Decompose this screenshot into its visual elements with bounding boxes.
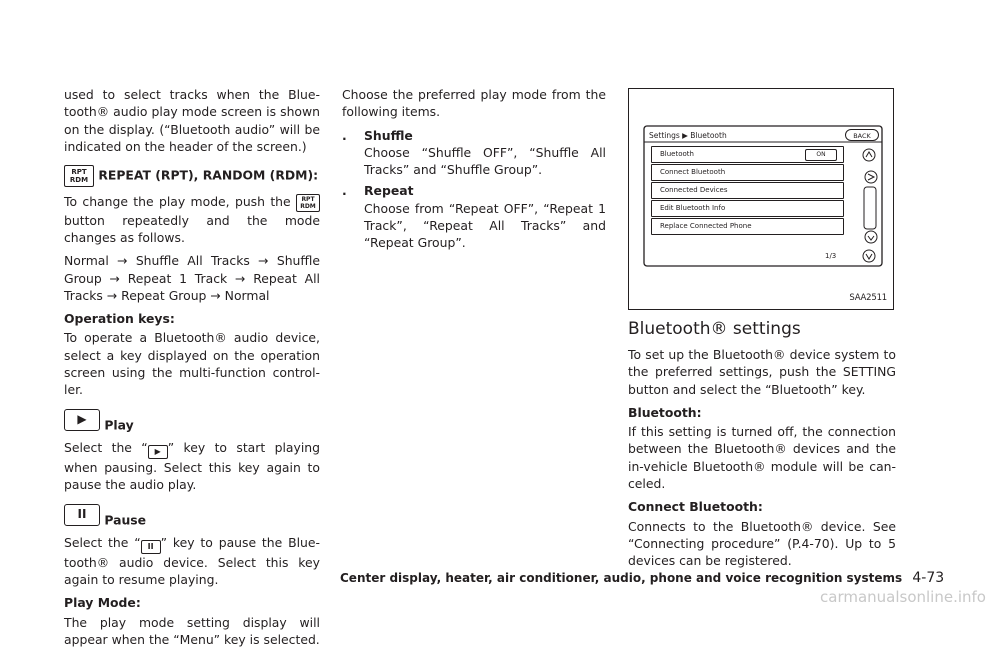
figure-page-indicator: 1/3 [825,252,837,260]
rpt-rdm-button-icon: RPT RDM [64,165,94,187]
pause-paragraph [64,534,320,588]
section-title: Bluetooth® settings [628,319,801,339]
play-text-b: ” key to start playing when pausing. Select this key again to pause the audio play. [64,440,320,493]
col2-intro: Choose the preferred play mode from the following items. [342,87,606,120]
play-paragraph [64,439,320,493]
figure-menu-item: Connected Devices [651,182,844,199]
repeat-text-b: button repeatedly and the mode changes as follows. [64,212,320,245]
intro-paragraph: used to select tracks when the Blue-tooth® audio play mode screen is shown on the display. (“Bluetooth audio” will be indicated on the header of the screen.) [64,87,320,154]
play-text-a: Select the “ [64,440,148,456]
page-number: 4-73 [912,570,945,586]
bullet-item [342,182,606,251]
bullet-text: Choose “Shuffle OFF”, “Shuffle All Tracks” and “Shuffle Group”. [364,144,606,178]
operation-paragraph: To operate a Bluetooth® audio device, select a key displayed on the operation screen using the multi-function control-ler. [64,330,320,398]
operation-heading: Operation keys: [64,311,175,327]
pause-text-a: Select the “ [64,535,141,551]
pause-icon: II [64,504,100,526]
play-heading-text: Play [104,417,134,432]
play-heading [64,409,320,434]
chapter-title: Center display, heater, air conditioner, audio, phone and voice recognition systems [340,571,903,585]
bluetooth-heading: Bluetooth: [628,404,702,420]
figure-menu-item-label: Bluetooth [660,150,694,158]
pause-inline-icon: II [141,540,161,554]
play-icon: ▶ [64,409,100,431]
figure-back-button: BACK [845,129,879,141]
bluetooth-paragraph: If this setting is turned off, the connection between the Bluetooth® devices and the in-vehicle Bluetooth® module will be can-celed. [628,424,896,492]
repeat-text-a: To change the play mode, push the [64,194,291,210]
repeat-paragraph [64,193,320,246]
watermark: carmanualsonline.info [820,588,986,606]
repeat-heading [64,165,320,187]
connect-paragraph: Connects to the Bluetooth® device. See “Connecting procedure” (P.4-70). Up to 5 devices can be registered. [628,518,896,569]
bullet-dot: . [342,127,347,143]
figure-menu-item: Edit Bluetooth Info [651,200,844,217]
bullet-title: Shuffle [364,127,413,143]
bullet-title: Repeat [364,183,414,199]
bullet-dot: . [342,183,347,199]
col3-intro: To set up the Bluetooth® device system to the preferred settings, push the SETTING button and select the “Bluetooth” key. [628,347,896,397]
figure-menu-item: Connect Bluetooth [651,164,844,181]
connect-heading: Connect Bluetooth: [628,499,763,515]
figure-menu-item: Replace Connected Phone [651,218,844,235]
playmode-paragraph: The play mode setting display will appear when the “Menu” key is selected. [64,614,320,647]
play-inline-icon: ▶ [148,445,168,459]
figure-menu-item [651,146,844,163]
figure-label: SAA2511 [849,293,887,303]
page-footer [340,570,945,586]
rpt-rdm-inline-icon: RPT RDM [296,194,320,212]
pause-heading [64,504,320,529]
column-2 [342,86,606,253]
figure-header: Settings ▶ Bluetooth [649,131,727,140]
settings-screen-figure [628,88,894,310]
column-3 [628,346,896,576]
pause-text-b: ” key to pause the Blue-tooth® audio device. Select this key again to resume playing. [64,535,320,588]
bullet-item [342,127,606,179]
mode-sequence: Normal → Shuffle All Tracks → Shuffle Group → Repeat 1 Track → Repeat All Tracks → Repeat Group → Normal [64,253,320,303]
playmode-heading: Play Mode: [64,595,141,611]
figure-toggle: ON [805,149,837,161]
bullet-text: Choose from “Repeat OFF”, “Repeat 1 Track”, “Repeat All Tracks” and “Repeat Group”. [364,200,606,251]
column-1 [64,86,320,654]
repeat-heading-text: REPEAT (RPT), RANDOM (RDM): [98,167,319,183]
figure-menu-list [651,146,844,236]
pause-heading-text: Pause [104,511,147,527]
